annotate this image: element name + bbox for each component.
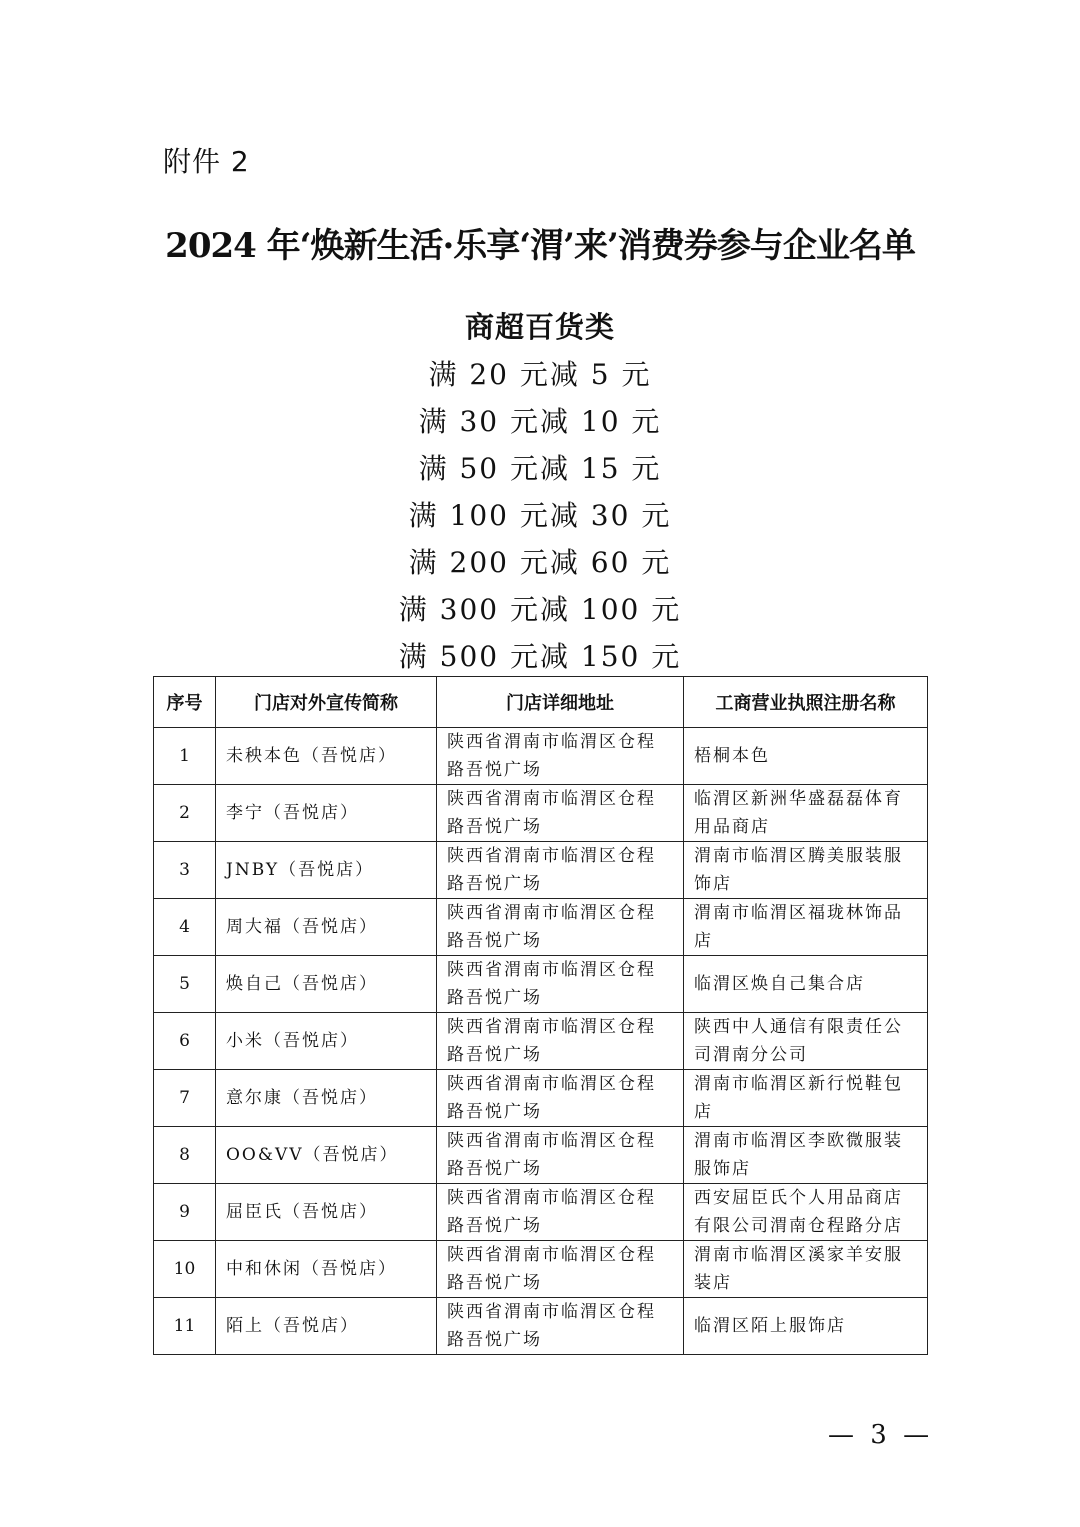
table-row (154, 899, 928, 956)
cell-license-name: 渭南市临渭区福珑林饰品店 (684, 899, 928, 956)
cell-address: 陕西省渭南市临渭区仓程路吾悦广场 (437, 1241, 684, 1298)
cell-license-name: 渭南市临渭区溪家羊安服装店 (684, 1241, 928, 1298)
discount-tier: 满 30 元减 10 元 (418, 405, 662, 438)
cell-seq: 2 (154, 785, 216, 842)
table-header-row (154, 677, 928, 728)
cell-seq: 10 (154, 1241, 216, 1298)
cell-license-name: 渭南市临渭区李欧微服装服饰店 (684, 1127, 928, 1184)
cell-license-name: 临渭区焕自己集合店 (684, 956, 928, 1013)
cell-address: 陕西省渭南市临渭区仓程路吾悦广场 (437, 1184, 684, 1241)
cell-store-name: 意尔康（吾悦店） (216, 1070, 437, 1127)
discount-tier: 满 500 元减 150 元 (398, 640, 682, 673)
cell-store-name: 李宁（吾悦店） (216, 785, 437, 842)
header-store-name: 门店对外宣传简称 (216, 677, 437, 728)
cell-address: 陕西省渭南市临渭区仓程路吾悦广场 (437, 1127, 684, 1184)
table-row (154, 956, 928, 1013)
table-row (154, 1184, 928, 1241)
cell-store-name: OO&VV（吾悦店） (216, 1127, 437, 1184)
discount-tier: 满 20 元减 5 元 (428, 358, 652, 391)
cell-store-name: JNBY（吾悦店） (216, 842, 437, 899)
table-row (154, 785, 928, 842)
enterprise-table (153, 676, 928, 1355)
cell-store-name: 小米（吾悦店） (216, 1013, 437, 1070)
cell-store-name: 焕自己（吾悦店） (216, 956, 437, 1013)
table-row (154, 728, 928, 785)
table-row (154, 842, 928, 899)
table-row (154, 1298, 928, 1355)
cell-store-name: 陌上（吾悦店） (216, 1298, 437, 1355)
cell-license-name: 西安屈臣氏个人用品商店有限公司渭南仓程路分店 (684, 1184, 928, 1241)
discount-tier: 满 100 元减 30 元 (408, 499, 672, 532)
category-heading: 商超百货类 (464, 310, 615, 344)
table-row (154, 1241, 928, 1298)
cell-seq: 1 (154, 728, 216, 785)
cell-license-name: 临渭区陌上服饰店 (684, 1298, 928, 1355)
cell-address: 陕西省渭南市临渭区仓程路吾悦广场 (437, 1070, 684, 1127)
cell-address: 陕西省渭南市临渭区仓程路吾悦广场 (437, 785, 684, 842)
cell-seq: 11 (154, 1298, 216, 1355)
cell-seq: 3 (154, 842, 216, 899)
cell-seq: 8 (154, 1127, 216, 1184)
cell-store-name: 周大福（吾悦店） (216, 899, 437, 956)
cell-address: 陕西省渭南市临渭区仓程路吾悦广场 (437, 1013, 684, 1070)
table-row (154, 1013, 928, 1070)
cell-seq: 9 (154, 1184, 216, 1241)
header-seq: 序号 (154, 677, 216, 728)
cell-address: 陕西省渭南市临渭区仓程路吾悦广场 (437, 842, 684, 899)
header-address: 门店详细地址 (437, 677, 684, 728)
cell-license-name: 陕西中人通信有限责任公司渭南分公司 (684, 1013, 928, 1070)
cell-seq: 6 (154, 1013, 216, 1070)
cell-store-name: 屈臣氏（吾悦店） (216, 1184, 437, 1241)
header-license-name: 工商营业执照注册名称 (684, 677, 928, 728)
cell-address: 陕西省渭南市临渭区仓程路吾悦广场 (437, 956, 684, 1013)
table-row (154, 1070, 928, 1127)
page-number: — 3 — (828, 1420, 934, 1450)
cell-store-name: 未秧本色（吾悦店） (216, 728, 437, 785)
discount-tier: 满 300 元减 100 元 (398, 593, 682, 626)
cell-seq: 7 (154, 1070, 216, 1127)
discount-tier: 满 50 元减 15 元 (418, 452, 662, 485)
attachment-label: 附件 2 (163, 145, 250, 178)
cell-seq: 4 (154, 899, 216, 956)
discount-tier: 满 200 元减 60 元 (408, 546, 672, 579)
cell-license-name: 渭南市临渭区腾美服装服饰店 (684, 842, 928, 899)
cell-address: 陕西省渭南市临渭区仓程路吾悦广场 (437, 728, 684, 785)
cell-license-name: 梧桐本色 (684, 728, 928, 785)
cell-license-name: 渭南市临渭区新行悦鞋包店 (684, 1070, 928, 1127)
cell-store-name: 中和休闲（吾悦店） (216, 1241, 437, 1298)
table-row (154, 1127, 928, 1184)
cell-address: 陕西省渭南市临渭区仓程路吾悦广场 (437, 899, 684, 956)
cell-address: 陕西省渭南市临渭区仓程路吾悦广场 (437, 1298, 684, 1355)
document-title: 2024 年‘焕新生活·乐享‘渭’来’消费券参与企业名单 (165, 226, 915, 266)
discount-tiers (0, 351, 1080, 680)
cell-seq: 5 (154, 956, 216, 1013)
cell-license-name: 临渭区新洲华盛磊磊体育用品商店 (684, 785, 928, 842)
